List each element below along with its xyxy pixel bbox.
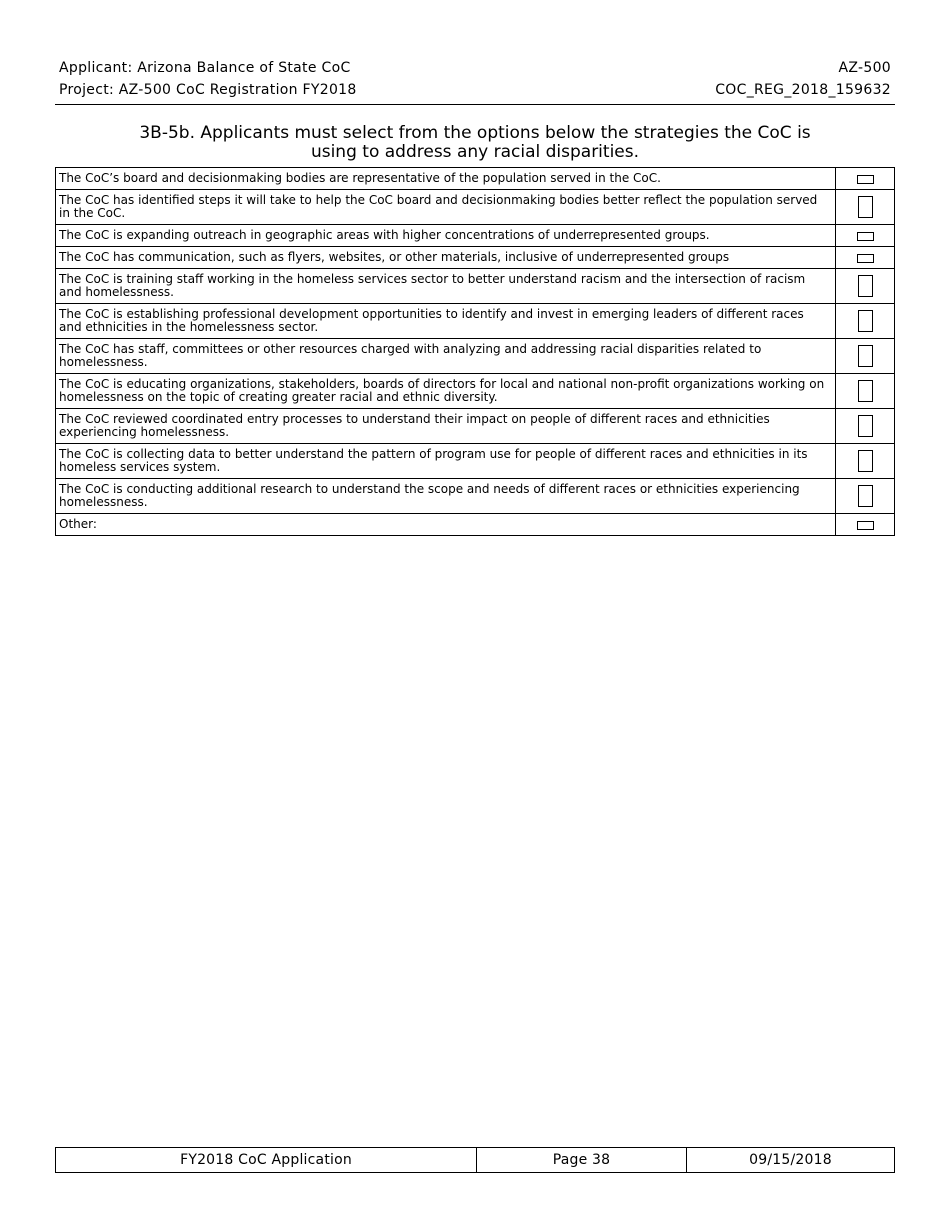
option-checkbox[interactable] <box>858 310 873 332</box>
option-row <box>56 409 895 444</box>
option-checkbox[interactable] <box>857 232 874 241</box>
strategy-options-table <box>55 167 895 536</box>
option-checkbox-cell <box>836 168 895 190</box>
option-label: The CoC is conducting additional research to understand the scope and needs of different races or ethnicities experiencing homelessness. <box>56 479 836 514</box>
option-row <box>56 479 895 514</box>
option-row <box>56 304 895 339</box>
option-label: The CoC is establishing professional development opportunities to identify and invest in emerging leaders of different races and ethnicities in the homelessness sector. <box>56 304 836 339</box>
option-label: The CoC reviewed coordinated entry processes to understand their impact on people of different races and ethnicities experiencing homelessness. <box>56 409 836 444</box>
footer-page-number: Page 38 <box>477 1148 687 1173</box>
option-row <box>56 225 895 247</box>
question-title: 3B-5b. Applicants must select from the options below the strategies the CoC is using to address any racial disparities. <box>139 123 811 162</box>
option-checkbox-cell <box>836 514 895 536</box>
option-label: The CoC has staff, committees or other resources charged with analyzing and addressing racial disparities related to homelessness. <box>56 339 836 374</box>
option-checkbox[interactable] <box>858 275 873 297</box>
option-checkbox-cell <box>836 479 895 514</box>
project-name: Project: AZ-500 CoC Registration FY2018 <box>59 82 357 98</box>
option-row <box>56 339 895 374</box>
option-checkbox[interactable] <box>857 175 874 184</box>
option-checkbox-cell <box>836 374 895 409</box>
option-label: The CoC has communication, such as flyers, websites, or other materials, inclusive of underrepresented groups <box>56 247 836 269</box>
option-label: The CoC’s board and decisionmaking bodies are representative of the population served in the CoC. <box>56 168 836 190</box>
option-row <box>56 444 895 479</box>
option-checkbox-cell <box>836 444 895 479</box>
option-checkbox[interactable] <box>858 450 873 472</box>
option-label: The CoC has identified steps it will take to help the CoC board and decisionmaking bodies better reflect the population served in the CoC. <box>56 190 836 225</box>
option-label: The CoC is expanding outreach in geographic areas with higher concentrations of underrepresented groups. <box>56 225 836 247</box>
option-checkbox[interactable] <box>857 254 874 263</box>
option-checkbox[interactable] <box>858 485 873 507</box>
option-checkbox[interactable] <box>858 345 873 367</box>
option-checkbox[interactable] <box>858 196 873 218</box>
option-row <box>56 247 895 269</box>
option-row <box>56 168 895 190</box>
option-label: The CoC is collecting data to better understand the pattern of program use for people of different races and ethnicities in its homeless services system. <box>56 444 836 479</box>
applicant-name: Applicant: Arizona Balance of State CoC <box>59 60 351 76</box>
applicant-code: AZ-500 <box>838 60 891 76</box>
option-checkbox-cell <box>836 304 895 339</box>
option-label: The CoC is training staff working in the homeless services sector to better understand racism and the intersection of racism and homelessness. <box>56 269 836 304</box>
option-label: The CoC is educating organizations, stakeholders, boards of directors for local and national non-profit organizations working on homelessness on the topic of creating greater racial and ethnic diversity. <box>56 374 836 409</box>
option-row <box>56 374 895 409</box>
option-checkbox[interactable] <box>858 415 873 437</box>
page-footer <box>55 1147 895 1173</box>
footer-application-name: FY2018 CoC Application <box>56 1148 477 1173</box>
registration-id: COC_REG_2018_159632 <box>715 82 891 98</box>
option-row <box>56 269 895 304</box>
option-label-other: Other: <box>56 514 836 536</box>
option-checkbox-cell <box>836 225 895 247</box>
option-checkbox-cell <box>836 409 895 444</box>
option-row-other <box>56 514 895 536</box>
page-header <box>55 58 895 105</box>
option-row <box>56 190 895 225</box>
option-checkbox-other[interactable] <box>857 521 874 530</box>
option-checkbox[interactable] <box>858 380 873 402</box>
header-row-project <box>59 82 891 102</box>
footer-date: 09/15/2018 <box>687 1148 895 1173</box>
header-row-applicant <box>59 60 891 80</box>
option-checkbox-cell <box>836 190 895 225</box>
option-checkbox-cell <box>836 247 895 269</box>
option-checkbox-cell <box>836 339 895 374</box>
option-checkbox-cell <box>836 269 895 304</box>
